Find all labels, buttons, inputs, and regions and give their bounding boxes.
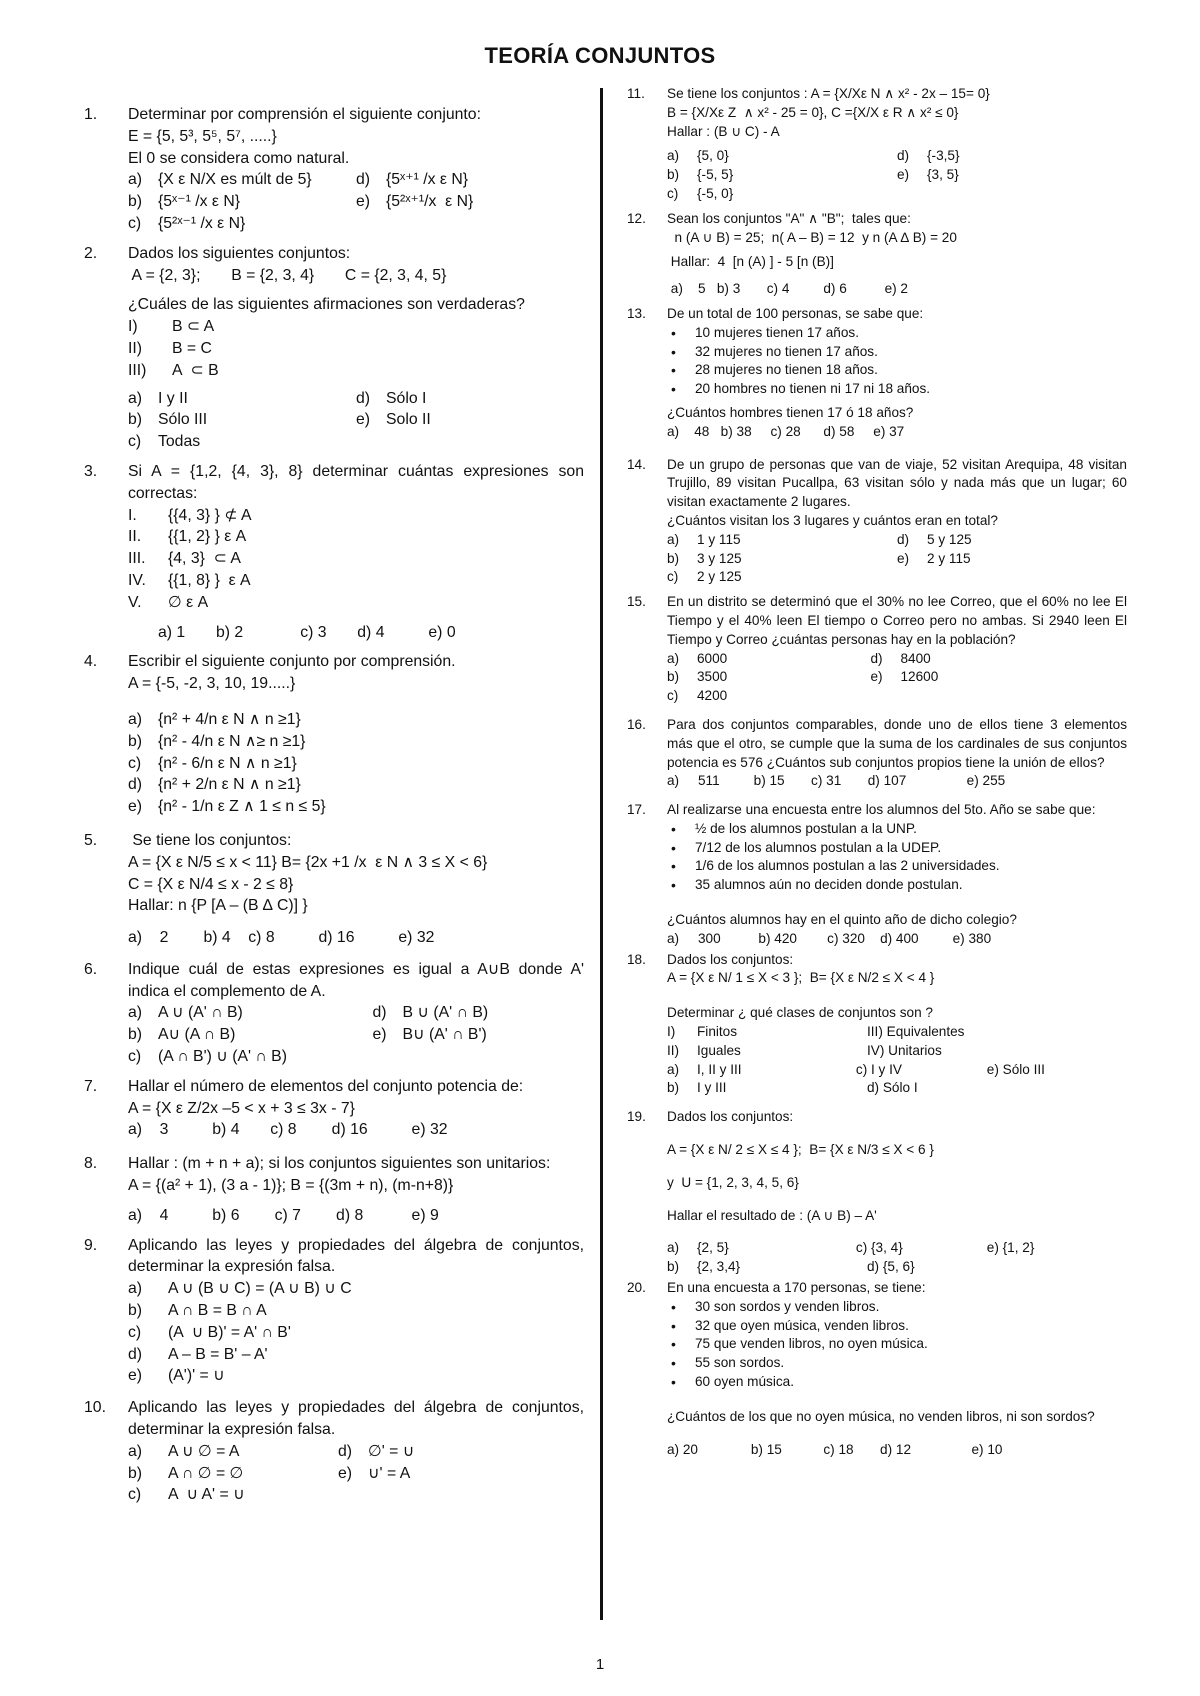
bullet-item: • 7/12 de los alumnos postulan a la UDEP. [667,839,1127,858]
question-prompt: ¿Cuántos de los que no oyen música, no venden libros, ni son sordos? [667,1408,1095,1424]
question-text: Sean los conjuntos "A" ∧ "B"; tales que: [667,210,911,226]
option-c: c) (A ∩ B') ∪ (A' ∩ B) [128,1048,287,1066]
statement-3: III) A ⊂ B [128,361,219,379]
option-c: c) A ∪ A' = ∪ [128,1486,245,1504]
option-b: b) A∪ (A ∩ B) [128,1026,236,1044]
option-a: a) I y II [128,389,188,407]
option-b: b) I y III [667,1080,727,1096]
set-definition: A = {X ε N/5 ≤ x < 11} B= {2x +1 /x ε N ∧ 3 ≤ X < 6} [128,853,488,871]
set-definition: A = {-5, -2, 3, 10, 19.....} [128,675,296,693]
question-prompt: Determinar ¿ qué clases de conjuntos son ? [667,1005,933,1021]
answer-options: a) 2 b) 4 c) 8 d) 16 e) 32 [128,929,435,947]
question-text: Hallar el número de elementos del conjunto potencia de: [128,1077,524,1095]
question-6 [84,959,584,1068]
set-definition: B = {X/Xε Z ∧ x² - 25 = 0}, C ={X/X ε R ∧ x² ≤ 0} [667,104,959,120]
class-1: I) Finitos [667,1024,738,1040]
question-text: Escribir el siguiente conjunto por comprensión. [128,653,456,671]
set-definition: A = {X ε Z/2x –5 < x + 3 ≤ 3x - 7} [128,1099,355,1117]
option-e: e) {5²ˣ⁺¹/x ε N} [356,193,474,211]
option-c: c) Todas [128,433,201,451]
question-text: Hallar : (m + n + a); si los conjuntos siguientes son unitarios: [128,1155,551,1173]
bullet-item: • 32 mujeres no tienen 17 años. [667,343,1127,362]
bullet-item: • ½ de los alumnos postulan a la UNP. [667,820,1127,839]
statement-4: IV. {{1, 8} } ε A [128,571,251,589]
option-e: e) {n² - 1/n ε Z ∧ 1 ≤ n ≤ 5} [128,798,326,816]
option-c: c) 4200 [667,688,728,704]
option-a: a) 1 y 115 [667,531,741,547]
question-number: 13. [627,305,646,321]
option-row [667,668,1127,687]
option-c: c) (A ∪ B)' = A' ∩ B' [128,1323,291,1341]
question-text: Se tiene los conjuntos : A = {X/Xε N ∧ x² - 2x – 15= 0} [667,86,990,101]
bullet-item: • 1/6 de los alumnos postulan a las 2 universidades. [667,857,1127,876]
question-9 [84,1235,584,1388]
option-row [128,169,584,191]
option-a: a) {5, 0} [667,148,729,164]
question-number: 2. [84,244,98,262]
question-16 [627,716,1127,791]
class-4: IV) Unitarios [867,1042,942,1058]
option-a: a) I, II y III [667,1061,742,1077]
question-3 [84,461,584,643]
bullet-item: • 30 son sordos y venden libros. [667,1298,1127,1317]
option-row [667,1079,1127,1098]
option-d: d) {5, 6} [867,1259,915,1275]
option-e: e) {1, 2} [986,1240,1035,1256]
option-c: c) {n² - 6/n ε N ∧ n ≥1} [128,754,297,772]
option-b: b) 3 y 125 [667,550,742,566]
option-row [128,1002,584,1024]
option-row [128,388,584,410]
class-3: III) Equivalentes [867,1024,965,1040]
option-row [667,1258,1127,1277]
option-e: e) {3, 5} [897,167,959,183]
find-expression: Hallar: n {P [A – (B ∆ C)] } [128,897,308,915]
question-1 [84,104,584,235]
option-c: c) 2 y 125 [667,569,742,585]
option-c: c) {-5, 0} [667,185,734,201]
class-2: II) Iguales [667,1042,741,1058]
question-text: Al realizarse una encuesta entre los alumnos del 5to. Año se sabe que: [667,802,1096,818]
option-c: c) {5²ˣ⁻¹ /x ε N} [128,214,246,232]
option-a: a) {n² + 4/n ε N ∧ n ≥1} [128,710,301,728]
answer-options: a) 3 b) 4 c) 8 d) 16 e) 32 [128,1121,448,1139]
question-number: 3. [84,462,98,480]
question-number: 20. [627,1280,646,1296]
statement-3: III. {4, 3} ⊂ A [128,550,241,568]
option-row [128,1024,584,1046]
question-prompt: ¿Cuántos visitan los 3 lugares y cuántos eran en total? [667,512,998,528]
question-text: Dados los conjuntos: [667,951,794,967]
question-number: 17. [627,802,646,818]
option-a: a) A ∪ (A' ∩ B) [128,1004,243,1022]
answer-options: a) 48 b) 38 c) 28 d) 58 e) 37 [667,423,905,439]
option-d: d) Sólo I [356,389,427,407]
left-column [84,104,584,1514]
question-number: 16. [627,716,646,732]
option-a: a) {2, 5} [667,1240,729,1256]
bullet-item: • 32 que oyen música, venden libros. [667,1317,1127,1336]
question-number: 7. [84,1077,98,1095]
question-number: 10. [84,1399,106,1417]
question-prompt: ¿Cuántos hombres tienen 17 ó 18 años? [667,404,914,420]
statement-1: I) B ⊂ A [128,318,215,336]
option-b: b) {5ˣ⁻¹ /x ε N} [128,193,241,211]
question-10 [84,1397,584,1506]
answer-options: a) 5 b) 3 c) 4 d) 6 e) 2 [667,281,908,297]
option-d: d) {-3,5} [897,148,960,164]
bullet-item: • 28 mujeres no tienen 18 años. [667,361,1127,380]
question-20 [627,1279,1127,1459]
answer-options: a) 300 b) 420 c) 320 d) 400 e) 380 [667,930,992,946]
question-number: 1. [84,106,98,123]
option-row [128,409,584,431]
question-text: Indique cuál de estas expresiones es igual a A∪B donde A' indica el complemento de A. [128,960,584,1000]
statement-1: I. {{4, 3} } ⊄ A [128,506,252,524]
question-text: Si A = {1,2, {4, 3}, 8} determinar cuántas expresiones son correctas: [128,462,584,502]
option-row [667,1239,1127,1258]
set-definition: n (A ∪ B) = 25; n( A – B) = 12 y n (A ∆ B) = 20 [667,229,957,245]
question-number: 15. [627,594,646,610]
question-number: 11. [627,86,645,101]
option-a: a) A ∪ (B ∪ C) = (A ∪ B) ∪ C [128,1280,352,1298]
question-7 [84,1076,584,1141]
question-number: 12. [627,210,646,226]
statement-5: V. ∅ ε A [128,593,209,611]
page-number: 1 [595,1656,605,1673]
question-text: Dados los conjuntos: [667,1109,794,1125]
question-text: Se tiene los conjuntos: [128,831,292,849]
question-13 [627,305,1127,442]
question-11 [627,85,1127,204]
option-a: a) 6000 [667,650,728,666]
question-number: 18. [627,951,646,967]
option-d: d) 5 y 125 [897,531,972,547]
answer-options: a) 20 b) 15 c) 18 d) 12 e) 10 [667,1441,1003,1457]
question-text: De un total de 100 personas, se sabe que: [667,305,924,321]
question-14 [627,456,1127,588]
page-title: TEORÍA CONJUNTOS [484,43,716,68]
option-c: c) I y IV [855,1061,902,1077]
question-text: Aplicando las leyes y propiedades del álgebra de conjuntos, determinar la expresión falsa. [128,1399,584,1439]
bullet-item: • 20 hombres no tienen ni 17 ni 18 años. [667,380,1127,399]
bullet-item: • 60 oyen música. [667,1373,1127,1392]
set-definition: A = {(a² + 1), (3 a - 1)}; B = {(3m + n), (m-n+8)} [128,1177,454,1195]
note: El 0 se considera como natural. [128,149,350,167]
option-d: d) B ∪ (A' ∩ B) [372,1004,489,1022]
option-e: e) B∪ (A' ∩ B') [372,1026,487,1044]
option-d: d) Sólo I [867,1080,918,1096]
question-text: Aplicando las leyes y propiedades del álgebra de conjuntos, determinar la expresión falsa. [128,1236,584,1276]
bullet-item: • 55 son sordos. [667,1354,1127,1373]
option-row [128,191,584,213]
question-number: 4. [84,653,98,671]
set-definition: E = {5, 5³, 5⁵, 5⁷, .....} [128,127,277,145]
option-b: b) A ∩ ∅ = ∅ [128,1464,244,1482]
option-row [667,531,1127,550]
option-b: b) A ∩ B = B ∩ A [128,1302,267,1320]
question-19 [627,1108,1127,1277]
question-number: 9. [84,1236,98,1254]
option-d: d) A – B = B' – A' [128,1345,268,1363]
question-text: De un grupo de personas que van de viaje, 52 visitan Arequipa, 48 visitan Trujillo, 89 visitan Pucallpa, 63 visitan sólo y nada más que un lugar; 60 visitan exactamente 2 lugares. [667,456,1127,510]
column-divider [600,88,603,1620]
question-2 [84,243,584,453]
option-row [667,1023,1127,1042]
option-b: b) 3500 [667,669,728,685]
statement-2: II. {{1, 2} } ε A [128,528,247,546]
right-column [627,85,1127,1465]
option-e: e) Solo II [356,411,431,429]
question-5 [84,830,584,949]
option-b: b) {2, 3,4} [667,1259,741,1275]
option-d: d) 8400 [870,650,931,666]
set-definition: A = {X ε N/ 2 ≤ X ≤ 4 }; B= {X ε N/3 ≤ X < 6 } [667,1142,934,1158]
question-4 [84,651,584,818]
question-18 [627,951,1127,1099]
option-row [667,166,1127,185]
bullet-item: • 10 mujeres tienen 17 años. [667,324,1127,343]
option-d: d) {n² + 2/n ε N ∧ n ≥1} [128,776,301,794]
question-number: 6. [84,960,98,978]
question-text: Dados los siguientes conjuntos: [128,244,351,262]
option-d: d) {5ˣ⁺¹ /x ε N} [356,171,469,189]
option-e: e) 2 y 115 [897,550,971,566]
option-d: d) ∅' = ∪ [338,1442,415,1460]
question-8 [84,1153,584,1226]
set-definition: A = {X ε N/ 1 ≤ X < 3 }; B= {X ε N/2 ≤ X < 4 } [667,970,935,986]
question-text: Para dos conjuntos comparables, donde uno de ellos tiene 3 elementos más que el otro, se cumple que la suma de los cardinales de sus conjuntos potencia es 576 ¿Cuántos sub conjuntos propios tiene la unión de ellos? [667,716,1127,770]
option-row [667,650,1127,669]
answer-options: a) 4 b) 6 c) 7 d) 8 e) 9 [128,1206,439,1224]
question-12 [627,210,1127,299]
question-17 [627,801,1127,949]
question-number: 19. [627,1109,646,1125]
set-definition: C = {X ε N/4 ≤ x - 2 ≤ 8} [128,875,294,893]
option-row [128,1441,584,1463]
statement-2: II) B = C [128,339,212,357]
bullet-item: • 75 que venden libros, no oyen música. [667,1335,1127,1354]
option-a: a) {X ε N/X es múlt de 5} [128,171,312,189]
find-expression: Hallar: 4 [n (A) ] - 5 [n (B)] [667,254,834,270]
bullet-item: • 35 alumnos aún no deciden donde postulan. [667,876,1127,895]
find-expression: Hallar : (B ∪ C) - A [667,123,780,139]
question-number: 8. [84,1155,98,1173]
option-row [667,550,1127,569]
option-e: e) ∪' = A [338,1464,411,1482]
question-number: 5. [84,831,98,849]
find-expression: Hallar el resultado de : (A ∪ B) – A' [667,1207,877,1223]
question-prompt: ¿Cuáles de las siguientes afirmaciones son verdaderas? [128,296,525,314]
option-e: e) 12600 [870,669,939,685]
question-15 [627,593,1127,706]
question-number: 14. [627,456,646,472]
question-text: En un distrito se determinó que el 30% no lee Correo, que el 60% no lee El Tiempo y el 40% leen El tiempo o Correo pero no ambas. Si 2940 leen El Tiempo y Correo ¿cuántas personas hay en la población? [667,594,1127,647]
option-a: a) A ∪ ∅ = A [128,1442,240,1460]
question-text: En una encuesta a 170 personas, se tiene: [667,1280,926,1296]
option-e: e) (A')' = ∪ [128,1367,225,1385]
answer-options: a) 511 b) 15 c) 31 d) 107 e) 255 [667,773,1006,789]
option-c: c) {3, 4} [855,1240,903,1256]
option-row [667,1042,1127,1061]
option-b: b) {n² - 4/n ε N ∧≥ n ≥1} [128,732,306,750]
option-row [667,1061,1127,1080]
set-definition: A = {2, 3}; B = {2, 3, 4} C = {2, 3, 4, 5} [128,266,447,284]
option-row [128,1463,584,1485]
universe-set: y U = {1, 2, 3, 4, 5, 6} [667,1174,799,1190]
question-prompt: ¿Cuántos alumnos hay en el quinto año de dicho colegio? [667,912,1017,928]
question-text: Determinar por comprensión el siguiente conjunto: [128,106,481,123]
option-b: b) Sólo III [128,411,208,429]
option-row [667,147,1127,166]
option-e: e) Sólo III [986,1061,1045,1077]
answer-options: a) 1 b) 2 c) 3 d) 4 e) 0 [158,623,456,641]
option-b: b) {-5, 5} [667,167,734,183]
